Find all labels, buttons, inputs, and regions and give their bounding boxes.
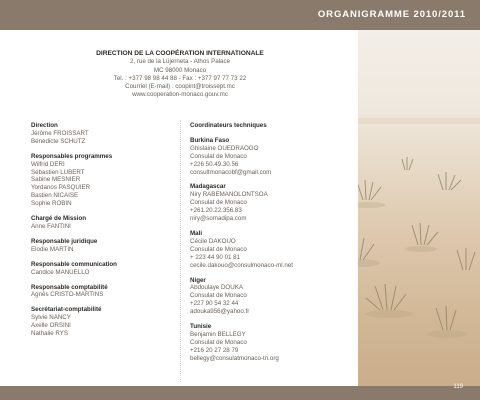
address-line: 2, rue de la Lüjerneta - Athos Palace (129, 58, 231, 66)
coordinator-phone: +261.20.22.356.83 (190, 207, 242, 215)
email-line: Courriel (E-mail) : coopint@troissept.mc (125, 83, 235, 91)
section-madagascar (190, 183, 324, 223)
staff-name: Bénédicte SCHUTZ (31, 137, 86, 145)
section-direction (31, 122, 166, 146)
staff-name: Bastien NICAISE (31, 192, 79, 200)
coordinator-email: niry@somadipa.com (190, 215, 247, 223)
section-title: Coordinateurs techniques (190, 122, 267, 129)
staff-name: Axelle ORSINI (31, 322, 71, 330)
staff-name: Sylvie NANCY (31, 314, 71, 322)
staff-name: Elodie MARTIN (31, 245, 74, 253)
coordinator-email: bellegy@consulatmonaco-tn.org (190, 354, 279, 362)
footer-band (0, 386, 480, 400)
staff-name: Anne FANTINI (31, 222, 71, 230)
coordinator-email: consultmonacobf@gmail.com (190, 168, 272, 176)
coordinator-email: cecile.dakouo@consulmonaco-ml.net (190, 261, 293, 269)
section-title: Responsable comptabilité (31, 283, 108, 291)
staff-name: Yordanos PASQUIER (31, 184, 91, 192)
staff-name: Jérôme FROISSART (31, 129, 89, 137)
coordinator-phone: +216 20 27 28 79 (190, 346, 239, 354)
country-title: Mali (190, 229, 203, 237)
coordinator-phone: + 223 44 90 01 81 (190, 253, 241, 261)
city-line: MC 98000 Monaco (153, 66, 207, 74)
coordinator-phone: +226 50.49.30.56 (190, 160, 239, 168)
section-niger (190, 277, 324, 317)
coordinator-name: Niry RABEMANOLONTSOA (190, 191, 268, 199)
section-tunisie (190, 323, 324, 363)
country-title: Niger (190, 276, 206, 284)
column-divider (180, 120, 181, 382)
coordinator-org: Consulat de Monaco (190, 199, 247, 207)
section-title: Responsable juridique (31, 237, 98, 245)
section-program-managers (31, 153, 166, 208)
country-title: Madagascar (190, 183, 226, 191)
section-title: Responsable communication (31, 260, 117, 268)
staff-name: Sébastien LUBERT (31, 168, 85, 176)
coordinator-phone: +227 90 54 32 44 (190, 300, 239, 308)
coordinator-name: Abdoulaye DOUKA (190, 284, 243, 292)
staff-name: Nathalie RYS (31, 330, 69, 338)
coordinator-org: Consulat de Monaco (190, 152, 247, 160)
staff-name: Sophie ROBIN (31, 200, 72, 208)
section-legal (31, 238, 166, 254)
section-communication (31, 261, 166, 277)
coordinator-org: Consulat de Monaco (190, 245, 247, 253)
section-secretariat (31, 306, 166, 338)
coordinator-name: Cécile DAKOUO (190, 237, 236, 245)
section-title: Responsables programmes (31, 152, 113, 160)
section-title: Secrétariat-comptabilité (31, 306, 102, 314)
country-title: Tunisie (190, 323, 212, 331)
organization-title: DIRECTION DE LA COOPÉRATION INTERNATIONALE (96, 50, 264, 57)
staff-column (31, 122, 166, 345)
section-mission (31, 215, 166, 231)
header-band (0, 0, 480, 30)
section-mali (190, 230, 324, 270)
section-burkina-faso (190, 137, 324, 177)
organization-header (60, 50, 300, 100)
section-accounting (31, 284, 166, 300)
phone-line: Tel. : +377 98 98 44 88 - Fax : +377 97 77 73 22 (113, 74, 247, 82)
staff-name: Agnès CRISTO-MARTINS (31, 291, 104, 299)
staff-name: Wilfrid DERI (31, 160, 65, 168)
staff-name: Candice MANUELLO (31, 268, 90, 276)
coordinator-name: Benjamin BELLEGY (190, 330, 246, 338)
country-title: Burkina Faso (190, 136, 230, 144)
section-title: Direction (31, 122, 58, 129)
coordinator-org: Consulat de Monaco (190, 292, 247, 300)
coordinators-heading (190, 122, 324, 130)
page-title: ORGANIGRAMME 2010/2011 (317, 9, 466, 20)
section-title: Chargé de Mission (31, 215, 87, 223)
website-line: www.cooperation-monaco.gouv.mc (132, 91, 228, 99)
coordinators-column (190, 122, 324, 370)
page-number: 119 (453, 384, 463, 390)
coordinator-name: Ghislaine OUEDRAOGO (190, 144, 259, 152)
coordinator-org: Consulat de Monaco (190, 338, 247, 346)
coordinator-email: adouka956@yahoo.fr (190, 308, 250, 316)
staff-name: Sabine MESNIER (31, 176, 81, 184)
